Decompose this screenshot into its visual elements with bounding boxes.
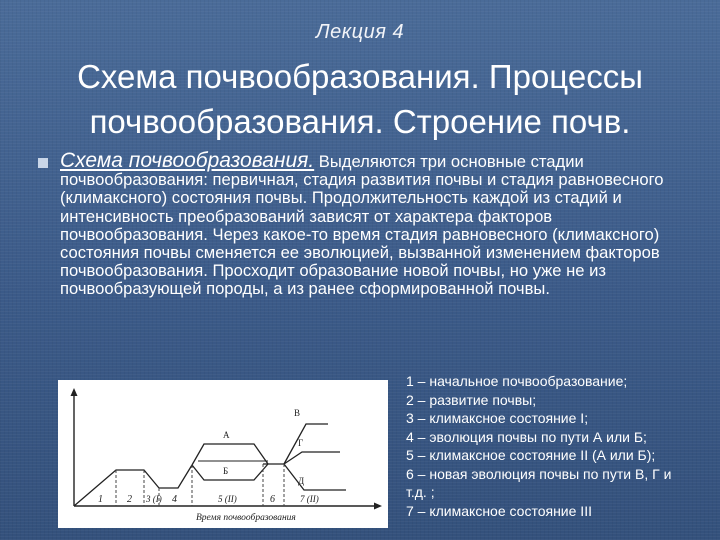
diagram-legend [406, 372, 716, 520]
soil-formation-diagram [58, 380, 388, 528]
path-b-line [192, 464, 268, 480]
stage-label-3: 3 (I) [146, 494, 162, 504]
legend-item-1: 1 – начальное почвообразование; [406, 373, 628, 389]
body-paragraph [60, 149, 700, 299]
lecture-label: Лекция 4 [315, 21, 405, 43]
path-a-line [192, 444, 268, 465]
path-label-b: Б [223, 466, 229, 476]
path-label-a: А [223, 430, 230, 440]
stage-label-2: 2 [127, 494, 132, 505]
stage-label-4: 4 [172, 494, 177, 505]
body-text: Выделяются три основные стадии почвообразования: первичная, стадия развития почвы и стадия равновесного (климаксного) состояния почвы. Продолжительность каждой из стадий и интенсивность преобразований зависят от характера факторов почвообразования. Через какое-то время стадия равновесного (климаксного) состояния почвы сменяется ее эволюцией, вызванной изменением факторов почвообразования. Просходит образование новой почвы, но уже не из почвообразующей породы, а из ранее сформированной почвы. [60, 152, 664, 299]
stage-label-1: 1 [98, 494, 103, 505]
path-g-line [284, 452, 340, 464]
legend-item-6: 6 – новая эволюция почвы по пути В, Г и [406, 465, 672, 482]
legend-item-3: 3 – климаксное состояние I; [406, 410, 589, 426]
legend-item-7: 7 – климаксное состояние III [406, 502, 592, 519]
bullet-marker [38, 158, 48, 168]
stage-label-6: 6 [270, 494, 275, 505]
slide-title-line-2: почвообразования. Строение почв. [89, 103, 631, 140]
x-axis-label: Время почвообразования [196, 513, 296, 523]
x-axis-arrow [374, 503, 382, 510]
slide-title [0, 54, 720, 144]
legend-item-5: 5 – климаксное состояние II (А или Б); [406, 447, 656, 463]
path-v-line [284, 424, 328, 464]
y-axis-arrow [71, 388, 78, 396]
path-label-v: В [294, 408, 301, 418]
slide-title-line-1: Схема почвообразования. Процессы [77, 58, 643, 95]
path-label-d: Д [298, 476, 305, 486]
legend-item-6-cont: т.д. ; [406, 484, 435, 500]
diagram-svg [58, 380, 388, 528]
path-label-g: Г [298, 438, 304, 448]
legend-item-4: 4 – эволюция почвы по пути А или Б; [406, 428, 647, 445]
stage-label-5: 5 (II) [218, 494, 237, 504]
body-lead: Схема почвообразования. [60, 149, 315, 172]
legend-item-2: 2 – развитие почвы; [406, 391, 537, 408]
stage-label-7: 7 (II) [300, 494, 319, 504]
path-d-line [284, 464, 346, 490]
